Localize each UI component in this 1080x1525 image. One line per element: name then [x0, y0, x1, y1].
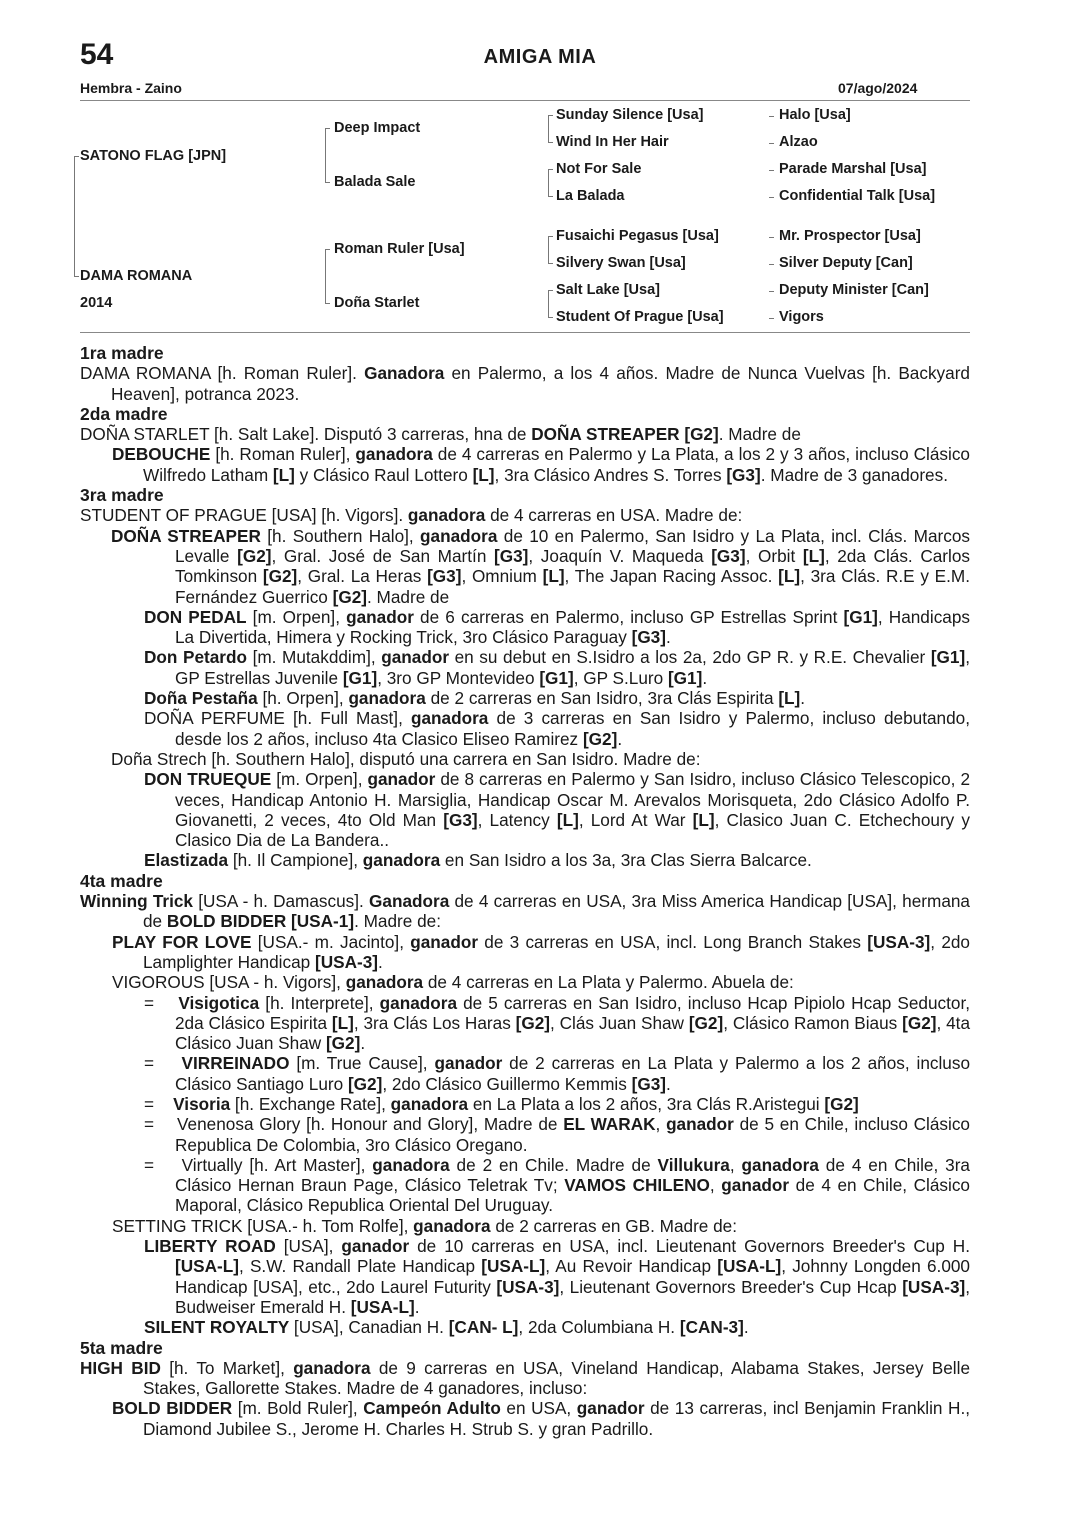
- g4-6: Silver Deputy [Can]: [779, 255, 913, 271]
- paragraph: = VIRREINADO [m. True Cause], ganador de 2 carreras en La Plata y Palermo a los 2 años, incluso Clásico Santiago Luro [G2], 2do Clásico Guillermo Kemmis [G3].: [144, 1053, 971, 1094]
- dash: [769, 291, 774, 292]
- g3-8: Student Of Prague [Usa]: [556, 309, 724, 325]
- paragraph: = Virtually [h. Art Master], ganadora de 2 en Chile. Madre de Villukura, ganadora de 4 en Chile, 3ra Clásico Hernan Braun Page, Clásico Teletrak Tv; VAMOS CHILENO, ganador de 4 en Chile, Clásico Maporal, Clásico Republica Oriental Del Uruguay.: [144, 1154, 970, 1216]
- dash: [769, 264, 774, 265]
- paragraph: HIGH BID [h. To Market], ganadora de 9 carreras en USA, Vineland Handicap, Alabama Stakes, Jersey Belle Stakes, Gallorette Stakes. Madre de 4 ganadores, incluso:: [80, 1357, 971, 1399]
- paragraph: DOÑA PERFUME [h. Full Mast], ganadora de 3 carreras en San Isidro y Palermo, incluso debutando, desde los 2 años, incluso 4ta Clasico Eliseo Ramirez [G2].: [144, 708, 971, 749]
- bracket: [325, 275, 330, 304]
- g4-3: Parade Marshal [Usa]: [779, 161, 927, 177]
- paragraph: DAMA ROMANA [h. Roman Ruler]. Ganadora en Palermo, a los 4 años. Madre de Nunca Vuelvas [h. Backyard Heaven], potranca 2023.: [80, 363, 970, 404]
- bracket: [548, 128, 553, 143]
- bracket: [548, 249, 553, 264]
- paragraph: SETTING TRICK [USA.- h. Tom Rolfe], ganadora de 2 carreras en GB. Madre de:: [112, 1215, 738, 1236]
- dash: [769, 170, 774, 171]
- paragraph: DOÑA STARLET [h. Salt Lake]. Disputó 3 carreras, hna de DOÑA STREAPER [G2]. Madre de: [80, 424, 801, 445]
- g3-7: Salt Lake [Usa]: [556, 282, 660, 298]
- g4-2: Alzao: [779, 134, 818, 150]
- heading-1ra-madre: 1ra madre: [80, 343, 164, 363]
- bracket: [548, 236, 553, 250]
- g4-1: Halo [Usa]: [779, 107, 851, 123]
- bracket: [548, 169, 553, 183]
- heading-5ta-madre: 5ta madre: [80, 1337, 163, 1358]
- paragraph: BOLD BIDDER [m. Bold Ruler], Campeón Adulto en USA, ganador de 13 carreras, incl Benjamin Franklin H., Diamond Jubilee S., Jerome H. Charles H. Strub S. y gran Padrillo.: [112, 1398, 971, 1439]
- bracket: [548, 115, 553, 129]
- g4-4: Confidential Talk [Usa]: [779, 188, 936, 204]
- paragraph: Doña Pestaña [h. Orpen], ganadora de 2 carreras en San Isidro, 3ra Clás Espirita [L].: [144, 688, 806, 709]
- g3-6: Silvery Swan [Usa]: [556, 255, 686, 271]
- paragraph: Doña Strech [h. Southern Halo], disputó una carrera en San Isidro. Madre de:: [111, 748, 701, 769]
- heading-2da-madre: 2da madre: [80, 403, 168, 424]
- paragraph: STUDENT OF PRAGUE [USA] [h. Vigors]. ganadora de 4 carreras en USA. Madre de:: [80, 505, 743, 526]
- dam-sire: Roman Ruler [Usa]: [334, 241, 465, 257]
- paragraph: DON PEDAL [m. Orpen], ganador de 6 carreras en Palermo, incluso GP Estrellas Sprint [G1], Handicaps La Divertida, Himera y Rocking Trick, 3ro Clásico Paraguay [G3].: [144, 606, 970, 648]
- dam: DAMA ROMANA: [80, 268, 193, 284]
- catalog-date: 07/ago/2024: [838, 80, 918, 96]
- paragraph: DON TRUEQUE [m. Orpen], ganador de 8 carreras en Palermo y San Isidro, incluso Clásico Telescopico, 2 veces, Handicap Antonio H. Marsiglia, Handicap Oscar M. Arevalos Morisqueta, 2do Clásico Adolfo P. Giovanetti, 2 veces, 4to Old Man [G3], Latency [L], Lord At War [L], Clasico Juan C. Etchechoury y Clasico Dia de La Bandera..: [144, 769, 971, 851]
- paragraph: Elastizada [h. Il Campione], ganadora en San Isidro a los 3a, 3ra Clas Sierra Balcarce.: [144, 850, 812, 871]
- dash: [769, 318, 774, 319]
- paragraph: = Visoria [h. Exchange Rate], ganadora en La Plata a los 2 años, 3ra Clás R.Aristegui [G2]: [144, 1093, 859, 1114]
- g3-2: Wind In Her Hair: [556, 134, 669, 150]
- g3-1: Sunday Silence [Usa]: [556, 107, 704, 123]
- paragraph: DEBOUCHE [h. Roman Ruler], ganadora de 4 carreras en Palermo y La Plata, a los 2 y 3 años, incluso Clásico Wilfredo Latham [L] y Clásico Raul Lottero [L], 3ra Clásico Andres S. Torres [G3]. Madre de 3 ganadores.: [112, 444, 970, 485]
- dam-year: 2014: [80, 295, 113, 311]
- paragraph: = Visigotica [h. Interprete], ganadora de 5 carreras en San Isidro, incluso Hcap Pipiolo Hcap Seductor, 2da Clásico Espirita [L], 3ra Clás Los Haras [G2], Clás Juan Shaw [G2], Clásico Ramon Biaus [G2], 4ta Clásico Juan Shaw [G2].: [144, 992, 971, 1054]
- lot-number: 54: [80, 38, 114, 71]
- paragraph: LIBERTY ROAD [USA], ganador de 10 carreras en USA, incl. Lieutenant Governors Breeder's Cup H. [USA-L], S.W. Randall Plate Handicap [USA-L], Au Revoir Handicap [USA-L], Johnny Longden 6.000 Handicap [USA], etc., 2do Laurel Futurity [USA-3], Lieutenant Governors Breeder's Cup Hcap [USA-3], Budweiser Emerald H. [USA-L].: [144, 1236, 971, 1317]
- horse-name: AMIGA MIA: [483, 46, 597, 68]
- top-rule: [80, 100, 970, 101]
- paragraph: Winning Trick [USA - h. Damascus]. Ganadora de 4 carreras en USA, 3ra Miss America Handicap [USA], hermana de BOLD BIDDER [USA-1]. Madre de:: [80, 891, 970, 932]
- bottom-rule: [80, 332, 970, 333]
- sire: SATONO FLAG [JPN]: [80, 148, 227, 164]
- g4-5: Mr. Prospector [Usa]: [779, 228, 921, 244]
- paragraph: Don Petardo [m. Mutakddim], ganador en su debut en S.Isidro a los 2a, 2do GP R. y R.E. Chevalier [G1], GP Estrellas Juvenile [G1], 3ro GP Montevideo [G1], GP S.Luro [G1].: [144, 647, 970, 688]
- sire-dam: Balada Sale: [334, 174, 416, 190]
- heading-4ta-madre: 4ta madre: [80, 870, 163, 891]
- paragraph: PLAY FOR LOVE [USA.- m. Jacinto], ganador de 3 carreras en USA, incl. Long Branch Stakes [USA-3], 2do Lamplighter Handicap [USA-3].: [112, 931, 970, 972]
- dam-dam: Doña Starlet: [334, 295, 420, 311]
- family-text: [80, 343, 970, 1439]
- paragraph: = Venenosa Glory [h. Honour and Glory], Madre de EL WARAK, ganador de 5 en Chile, incluso Clásico Republica De Colombia, 3ro Clásico Oregano.: [144, 1114, 970, 1155]
- g4-7: Deputy Minister [Can]: [779, 282, 929, 298]
- paragraph: VIGOROUS [USA - h. Vigors], ganadora de 4 carreras en La Plata y Palermo. Abuela de:: [112, 972, 794, 993]
- paragraph: DOÑA STREAPER [h. Southern Halo], ganadora de 10 en Palermo, San Isidro y La Plata, incl. Clás. Marcos Levalle [G2], Gral. José de San Martín [G3], Joaquín V. Maqueda [G3], Orbit [L], 2da Clás. Carlos Tomkinson [G2], Gral. La Heras [G3], Omnium [L], The Japan Racing Assoc. [L], 3ra Clás. R.E y E.M. Fernández Guerrico [G2]. Madre de: [111, 525, 971, 607]
- bracket: [548, 303, 553, 318]
- g3-3: Not For Sale: [556, 161, 642, 177]
- bracket: [325, 154, 330, 183]
- bracket: [74, 210, 79, 277]
- bracket: [74, 156, 79, 211]
- bracket: [548, 182, 553, 197]
- g3-4: La Balada: [556, 188, 625, 204]
- g4-8: Vigors: [779, 309, 824, 325]
- heading-3ra-madre: 3ra madre: [80, 485, 164, 506]
- dash: [769, 197, 774, 198]
- bracket: [325, 249, 330, 276]
- sex-color: Hembra - Zaino: [80, 80, 182, 96]
- dash: [769, 143, 774, 144]
- dash: [769, 237, 774, 238]
- g3-5: Fusaichi Pegasus [Usa]: [556, 228, 719, 244]
- paragraph: SILENT ROYALTY [USA], Canadian H. [CAN- L], 2da Columbiana H. [CAN-3].: [144, 1317, 749, 1338]
- bracket: [548, 290, 553, 304]
- dash: [769, 116, 774, 117]
- sire-sire: Deep Impact: [334, 120, 421, 136]
- bracket: [325, 128, 330, 155]
